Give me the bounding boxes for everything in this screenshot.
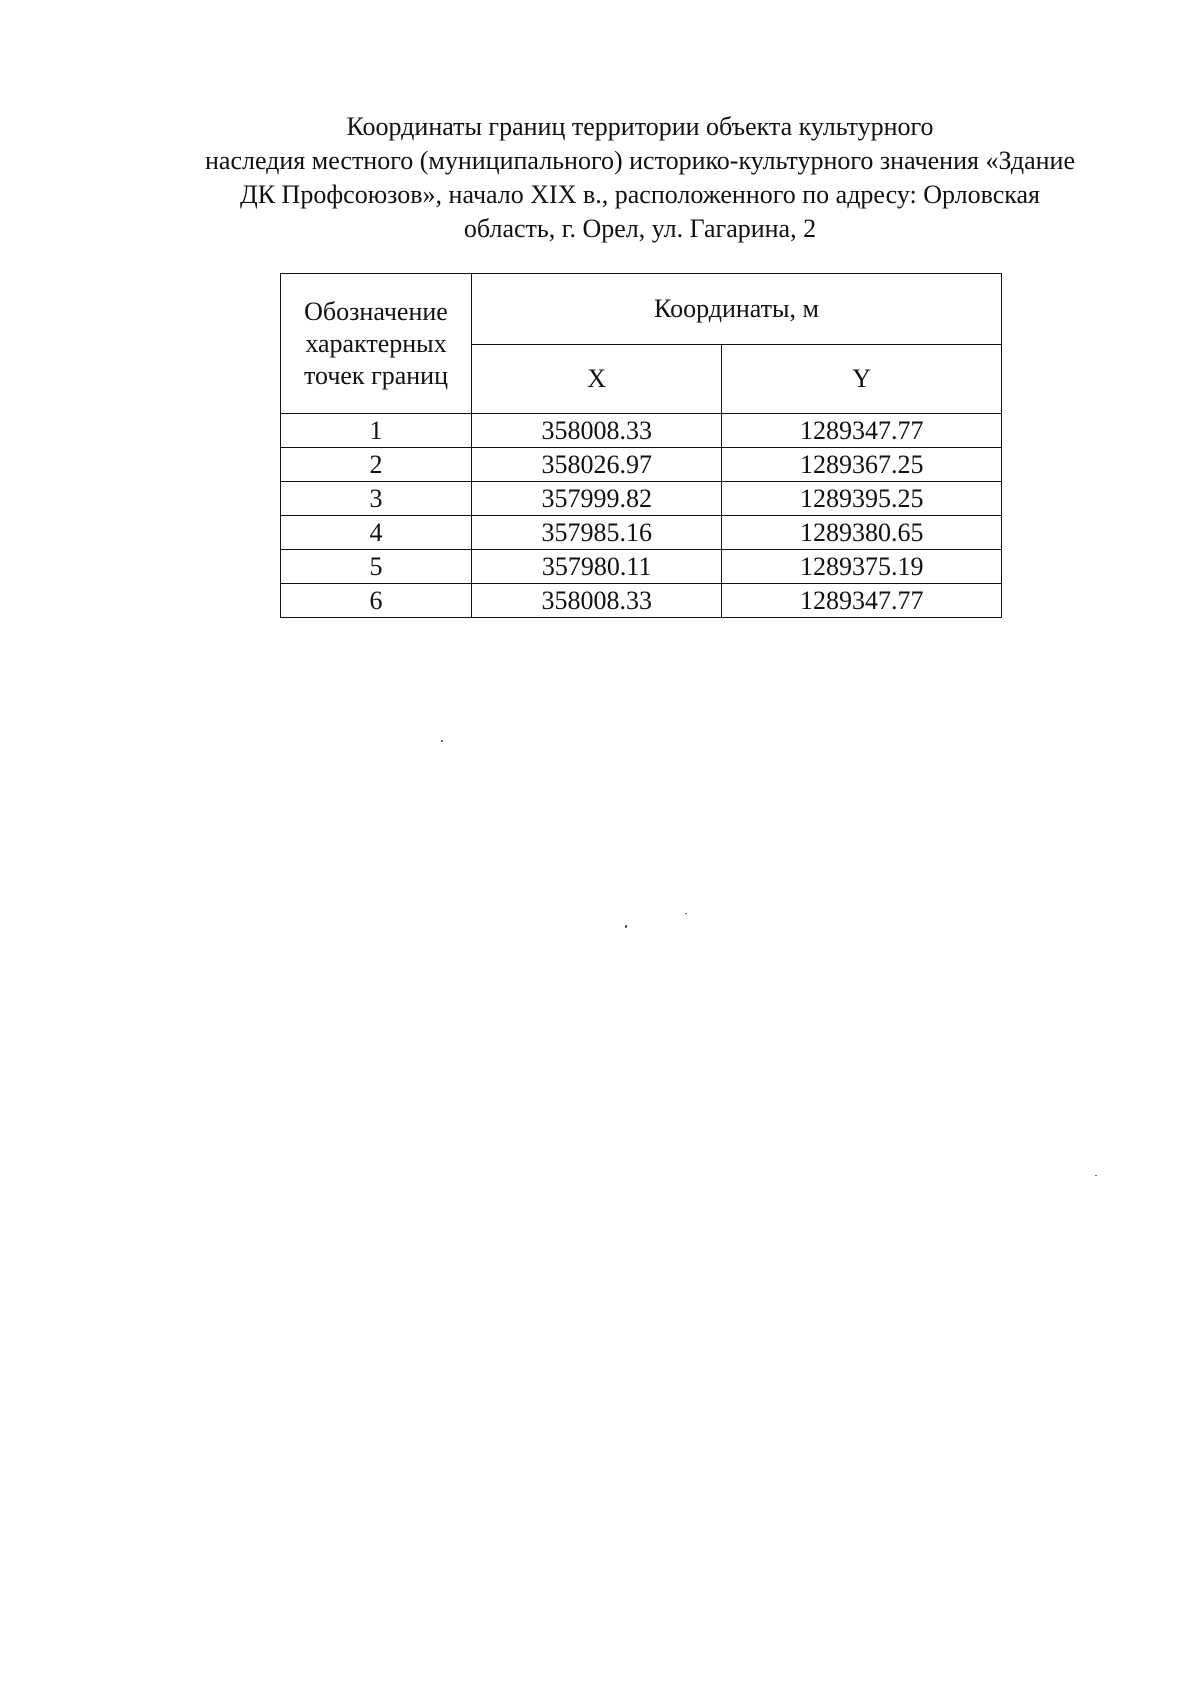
point-cell: 2 [281,448,472,482]
document-title [150,110,1130,246]
y-cell: 1289380.65 [722,516,1002,550]
scan-speck [685,913,687,914]
header-x: X [472,345,722,414]
x-cell: 357985.16 [472,516,722,550]
title-line-3: ДК Профсоюзов», начало XIX в., расположенного по адресу: Орловская [239,180,1041,209]
scan-speck [441,740,443,742]
table-row [281,516,1002,550]
scan-speck [625,925,627,928]
table-row [281,550,1002,584]
y-cell: 1289347.77 [722,414,1002,448]
table-row [281,448,1002,482]
point-cell: 1 [281,414,472,448]
point-cell: 5 [281,550,472,584]
scan-speck [1095,1175,1097,1176]
table-header-row [281,274,1002,345]
y-cell: 1289375.19 [722,550,1002,584]
x-cell: 358008.33 [472,414,722,448]
x-cell: 358008.33 [472,584,722,618]
x-cell: 357999.82 [472,482,722,516]
table-row [281,482,1002,516]
coordinates-table [280,273,1002,618]
title-line-4: область, г. Орел, ул. Гагарина, 2 [463,214,817,243]
header-y: Y [722,345,1002,414]
header-point-label: Обозначение характерных точек границ [281,274,472,414]
table-row [281,414,1002,448]
y-cell: 1289347.77 [722,584,1002,618]
title-line-1: Координаты границ территории объекта культурного [346,112,934,141]
point-cell: 3 [281,482,472,516]
x-cell: 358026.97 [472,448,722,482]
point-cell: 6 [281,584,472,618]
y-cell: 1289395.25 [722,482,1002,516]
title-line-2: наследия местного (муниципального) историко-культурного значения «Здание [205,146,1075,175]
point-cell: 4 [281,516,472,550]
y-cell: 1289367.25 [722,448,1002,482]
table-row [281,584,1002,618]
x-cell: 357980.11 [472,550,722,584]
header-coordinates: Координаты, м [472,274,1002,345]
